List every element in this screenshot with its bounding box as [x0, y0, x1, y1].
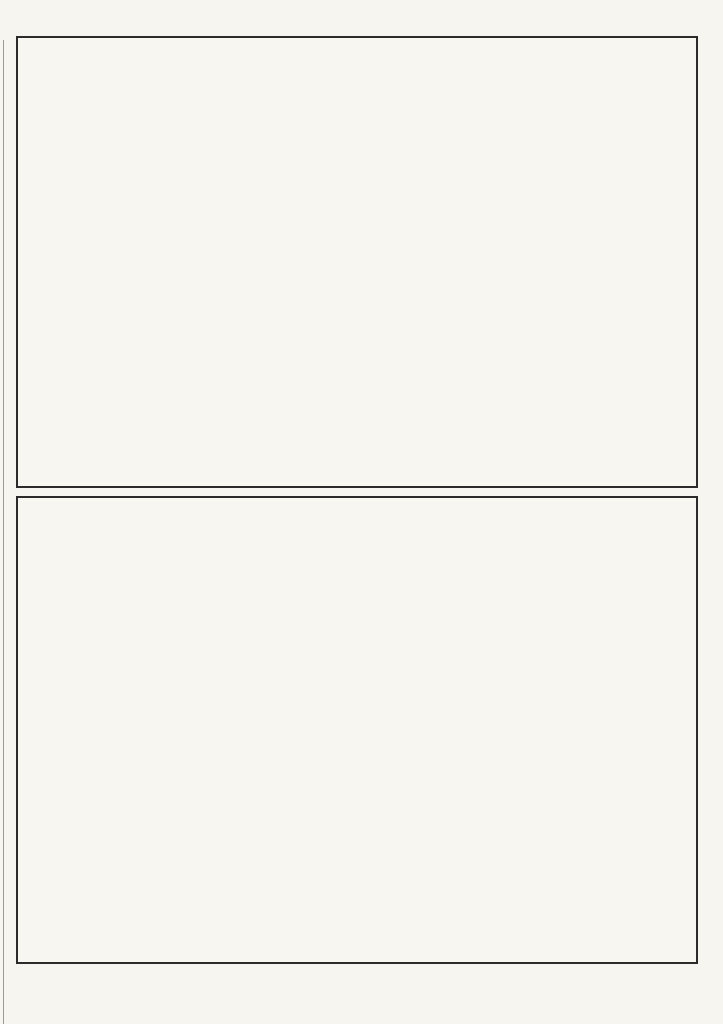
- roster-table-bottom: [16, 496, 698, 964]
- scan-edge-artifact: [3, 40, 4, 1024]
- roster-table-top: [16, 36, 698, 488]
